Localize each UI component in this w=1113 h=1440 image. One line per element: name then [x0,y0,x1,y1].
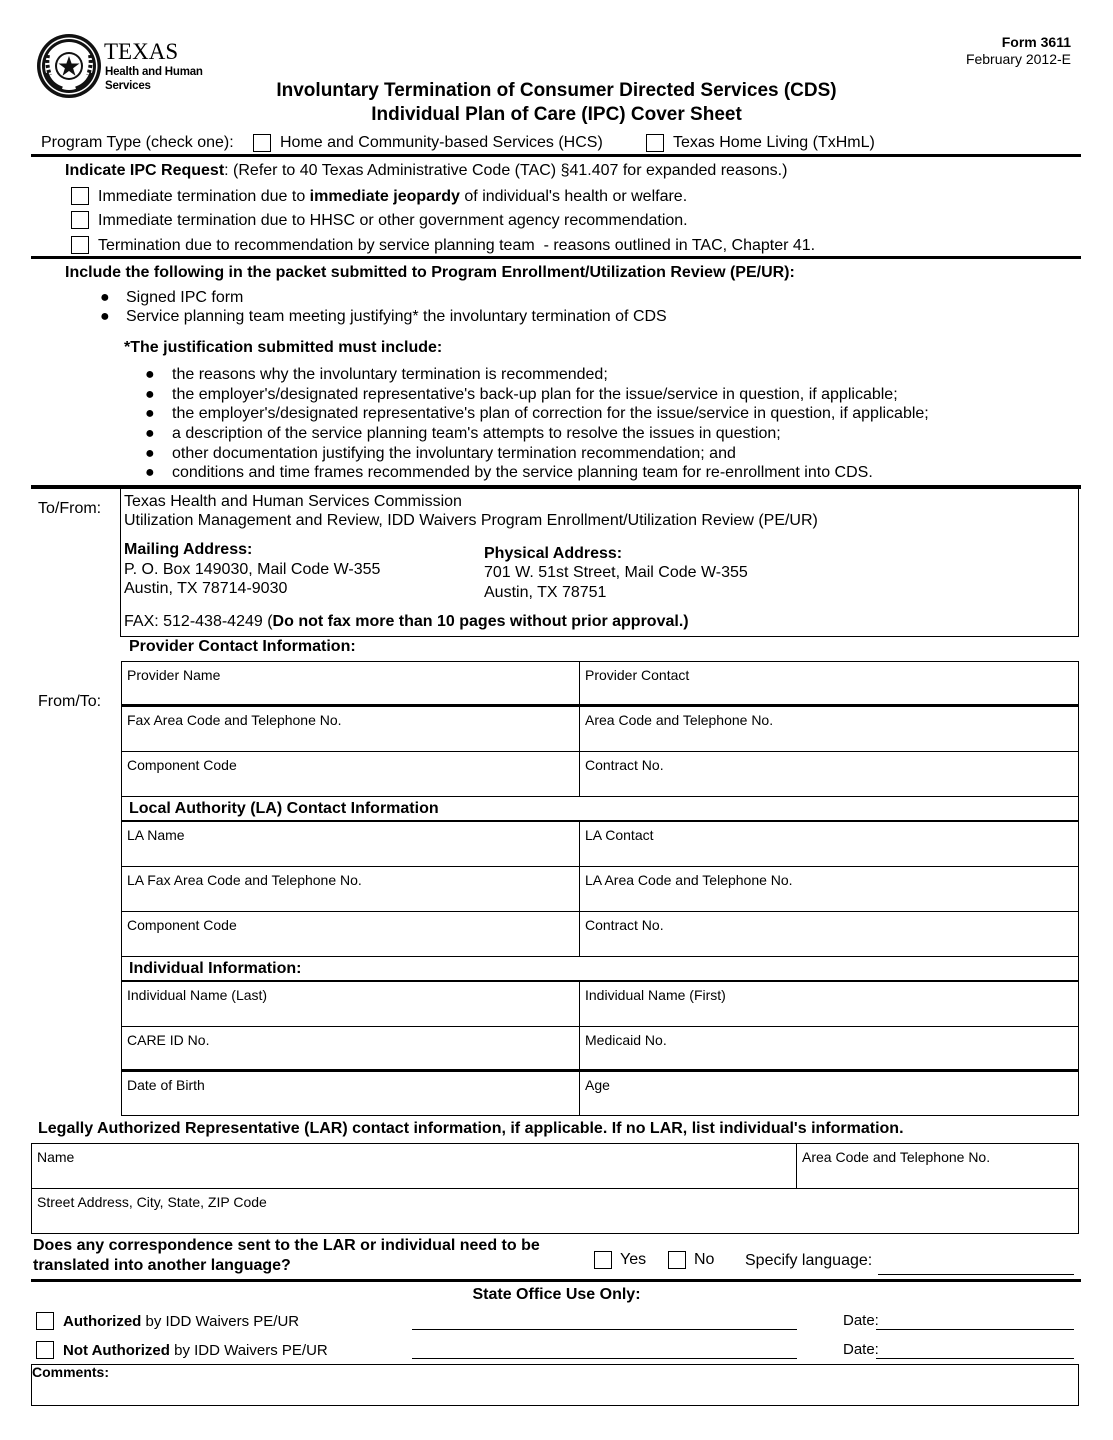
justification-bullet-icon: ● [145,386,155,403]
form-field[interactable] [121,866,580,912]
form-field[interactable] [579,911,1079,957]
ipc-agency-recommendation-checkbox[interactable] [71,211,89,229]
authorized-date-label: Date: [843,1312,879,1329]
mailing-address-line1: P. O. Box 149030, Mail Code W-355 [124,561,381,578]
ipc-immediate-jeopardy-checkbox[interactable] [71,187,89,205]
justification-bullet-icon: ● [145,464,155,481]
ipc-option-text: of individual's health or welfare. [459,188,688,205]
form-field-label: Component Code [127,757,237,773]
form-field[interactable] [121,706,580,752]
form-field-label: Individual Name (Last) [127,987,268,1003]
fax-warning: Do not fax more than 10 pages without prior approval.) [272,613,689,630]
specify-language-input[interactable] [878,1255,1074,1275]
program-type-label: Program Type (check one): [41,134,234,151]
packet-item: Signed IPC form [126,289,244,306]
not-authorized-date-line[interactable] [876,1358,1074,1359]
not-authorized-label-rest: by IDD Waivers PE/UR [169,1342,328,1359]
form-field[interactable] [579,981,1079,1027]
ipc-team-recommendation-checkbox[interactable] [71,236,89,254]
org-name: Texas Health and Human Services Commission [124,493,462,510]
packet-bullet-icon: ● [100,308,110,325]
mailing-address-line2: Austin, TX 78714-9030 [124,580,288,597]
form-field[interactable] [121,751,580,797]
logo-texas-text: TEXAS [104,39,179,64]
translation-yes-label: Yes [620,1251,647,1268]
form-field[interactable] [579,821,1079,867]
program-txhml-label: Texas Home Living (TxHmL) [673,134,875,151]
form-field[interactable] [579,706,1079,752]
authorized-label-bold: Authorized [63,1313,142,1330]
authorized-checkbox[interactable] [36,1312,54,1330]
org-division: Utilization Management and Review, IDD Waivers Program Enrollment/Utilization Review (PE/UR) [124,512,818,529]
individual-heading [121,956,1079,981]
justification-bullet-icon: ● [145,366,155,383]
justification-item: conditions and time frames recommended by the service planning team for re-enrollment into CDS. [172,464,873,481]
divider [31,256,1081,259]
form-field[interactable] [579,1026,1079,1072]
form-title-line1: Involuntary Termination of Consumer Directed Services (CDS) [276,80,837,101]
program-hcs-checkbox[interactable] [253,134,271,152]
lar-phone-field[interactable] [796,1143,1079,1189]
form-field-label: LA Area Code and Telephone No. [585,872,793,888]
physical-address-label: Physical Address: [484,545,623,562]
fax-number: FAX: 512-438-4249 ( [124,613,273,630]
form-number: Form 3611 [1001,34,1071,50]
provider-heading: Provider Contact Information: [129,638,356,655]
mailing-address-label: Mailing Address: [124,541,253,558]
justification-bullet-icon: ● [145,445,155,462]
not-authorized-checkbox[interactable] [36,1341,54,1359]
comments-label: Comments: [32,1364,110,1380]
lar-name-label: Name [37,1149,75,1165]
form-field[interactable] [121,1026,580,1072]
form-field[interactable] [579,866,1079,912]
program-txhml-checkbox[interactable] [646,134,664,152]
justification-bullet-icon: ● [145,425,155,442]
form-field-label: Age [585,1077,610,1093]
form-field-label: LA Name [127,827,185,843]
packet-item: Service planning team meeting justifying* the involuntary termination of CDS [126,308,667,325]
form-field-label: Component Code [127,917,237,933]
ipc-option-text: Immediate termination due to [98,188,310,205]
ipc-request-label-rest: : (Refer to 40 Texas Administrative Code (TAC) §41.407 for expanded reasons.) [224,162,788,179]
ipc-request-label [65,162,787,180]
authorized-signature-line[interactable] [412,1329,797,1330]
to-from-label: To/From: [38,500,102,517]
form-field[interactable] [121,661,580,707]
ipc-option-bold: immediate jeopardy [309,188,460,205]
form-field[interactable] [579,1071,1079,1116]
ipc-team-recommendation-label: Termination due to recommendation by service planning team - reasons outlined in TAC, Chapter 41. [98,237,816,254]
form-field-label: Contract No. [585,917,664,933]
physical-address-line1: 701 W. 51st Street, Mail Code W-355 [484,564,748,581]
program-hcs-label: Home and Community-based Services (HCS) [280,134,603,151]
la-heading-text: Local Authority (LA) Contact Information [129,800,439,817]
form-field-label: Date of Birth [127,1077,205,1093]
form-field-label: Provider Contact [585,667,690,683]
translation-question-line1: Does any correspondence sent to the LAR or individual need to be [33,1237,540,1254]
form-title-line2: Individual Plan of Care (IPC) Cover Sheet [371,104,742,125]
form-field-label: LA Contact [585,827,654,843]
logo-hhs-text: Health and Human [105,66,203,78]
form-field[interactable] [579,751,1079,797]
translation-no-checkbox[interactable] [668,1251,686,1269]
authorized-label-rest: by IDD Waivers PE/UR [141,1313,300,1330]
lar-heading: Legally Authorized Representative (LAR) contact information, if applicable. If no LAR, list individual's information. [38,1120,904,1137]
form-field[interactable] [121,1071,580,1116]
la-heading [121,796,1079,821]
packet-heading: Include the following in the packet submitted to Program Enrollment/Utilization Review (PE/UR): [65,264,795,281]
individual-heading-text: Individual Information: [129,960,302,977]
from-to-label: From/To: [38,693,102,710]
not-authorized-signature-line[interactable] [412,1358,797,1359]
translation-yes-checkbox[interactable] [594,1251,612,1269]
translation-question-line2: translated into another language? [33,1257,291,1274]
form-field[interactable] [579,661,1079,707]
justification-heading: *The justification submitted must include: [124,339,443,356]
logo-services-text: Services [105,80,151,92]
form-field-label: Area Code and Telephone No. [585,712,774,728]
lar-address-label: Street Address, City, State, ZIP Code [37,1194,267,1210]
ipc-immediate-jeopardy-label [98,188,687,206]
form-field[interactable] [121,821,580,867]
ipc-request-label-bold: Indicate IPC Request [65,162,225,179]
authorized-label [63,1313,299,1330]
packet-bullet-icon: ● [100,289,110,306]
state-office-heading: State Office Use Only: [472,1286,641,1303]
divider [31,1279,1081,1282]
form-date: February 2012-E [965,51,1071,67]
ipc-agency-recommendation-label: Immediate termination due to HHSC or other government agency recommendation. [98,212,688,229]
form-field-label: Provider Name [127,667,221,683]
authorized-date-line[interactable] [876,1329,1074,1330]
form-field-label: Fax Area Code and Telephone No. [127,712,342,728]
not-authorized-label [63,1342,328,1359]
form-field[interactable] [121,981,580,1027]
justification-bullet-icon: ● [145,405,155,422]
justification-item: other documentation justifying the involuntary termination recommendation; and [172,445,736,462]
not-authorized-date-label: Date: [843,1341,879,1358]
form-field[interactable] [121,911,580,957]
form-field-label: CARE ID No. [127,1032,210,1048]
justification-item: the employer's/designated representative's back-up plan for the issue/service in question, if applicable; [172,386,898,403]
lar-address-field[interactable] [31,1188,1079,1234]
not-authorized-label-bold: Not Authorized [63,1342,170,1359]
form-field-label: Medicaid No. [585,1032,667,1048]
specify-language-label: Specify language: [745,1252,873,1269]
comments-field[interactable] [31,1364,1079,1406]
lar-name-field[interactable] [31,1143,797,1189]
justification-item: the reasons why the involuntary termination is recommended; [172,366,608,383]
lar-phone-label: Area Code and Telephone No. [802,1149,991,1165]
fax-note [124,613,689,631]
justification-item: the employer's/designated representative's plan of correction for the issue/service in question, if applicable; [172,405,929,422]
form-field-label: LA Fax Area Code and Telephone No. [127,872,362,888]
form-field-label: Contract No. [585,757,664,773]
divider [31,154,1081,157]
translation-no-label: No [694,1251,715,1268]
justification-item: a description of the service planning team's attempts to resolve the issues in question; [172,425,781,442]
form-field-label: Individual Name (First) [585,987,726,1003]
physical-address-line2: Austin, TX 78751 [484,584,607,601]
